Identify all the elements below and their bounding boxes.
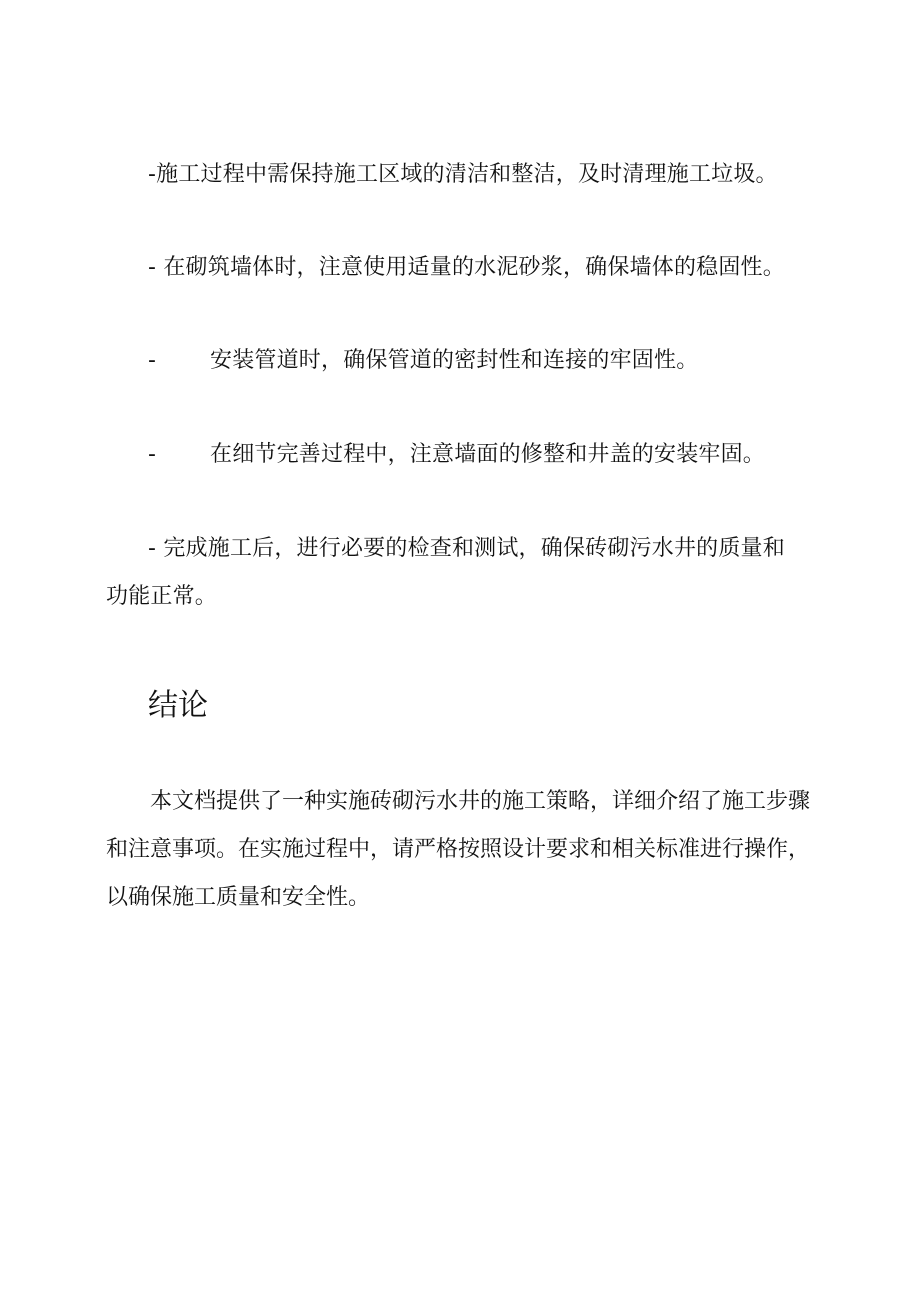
conclusion-heading: 结论 bbox=[148, 688, 208, 723]
note-text: 在砌筑墙体时，注意使用适量的水泥砂浆，确保墙体的稳固性。 bbox=[163, 255, 785, 280]
note-item-1 bbox=[148, 160, 778, 190]
note-dash: - bbox=[148, 162, 157, 187]
note-text: 在细节完善过程中，注意墙面的修整和井盖的安装牢固。 bbox=[210, 442, 766, 467]
note-dash: - bbox=[148, 536, 164, 561]
note-dash: - bbox=[148, 442, 157, 467]
note-text-continuation: 功能正常。 bbox=[106, 584, 218, 609]
conclusion-paragraph: 本文档提供了一种实施砖砌污水井的施工策略，详细介绍了施工步骤和注意事项。在实施过程中，请严格按照设计要求和相关标准进行操作，以确保施工质量和安全性。 bbox=[106, 789, 811, 910]
note-item-3 bbox=[148, 346, 698, 376]
note-text: 安装管道时，确保管道的密封性和连接的牢固性。 bbox=[210, 348, 699, 373]
note-item-5-continuation bbox=[106, 582, 217, 612]
note-text: 施工过程中需保持施工区域的清洁和整洁，及时清理施工垃圾。 bbox=[156, 162, 778, 187]
note-text: 完成施工后，进行必要的检查和测试，确保砖砌污水井的质量和 bbox=[163, 536, 785, 561]
note-item-2 bbox=[148, 253, 785, 283]
note-dash: - bbox=[148, 348, 157, 373]
note-item-5 bbox=[148, 534, 785, 564]
note-dash: - bbox=[148, 255, 164, 280]
note-item-4 bbox=[148, 440, 765, 470]
